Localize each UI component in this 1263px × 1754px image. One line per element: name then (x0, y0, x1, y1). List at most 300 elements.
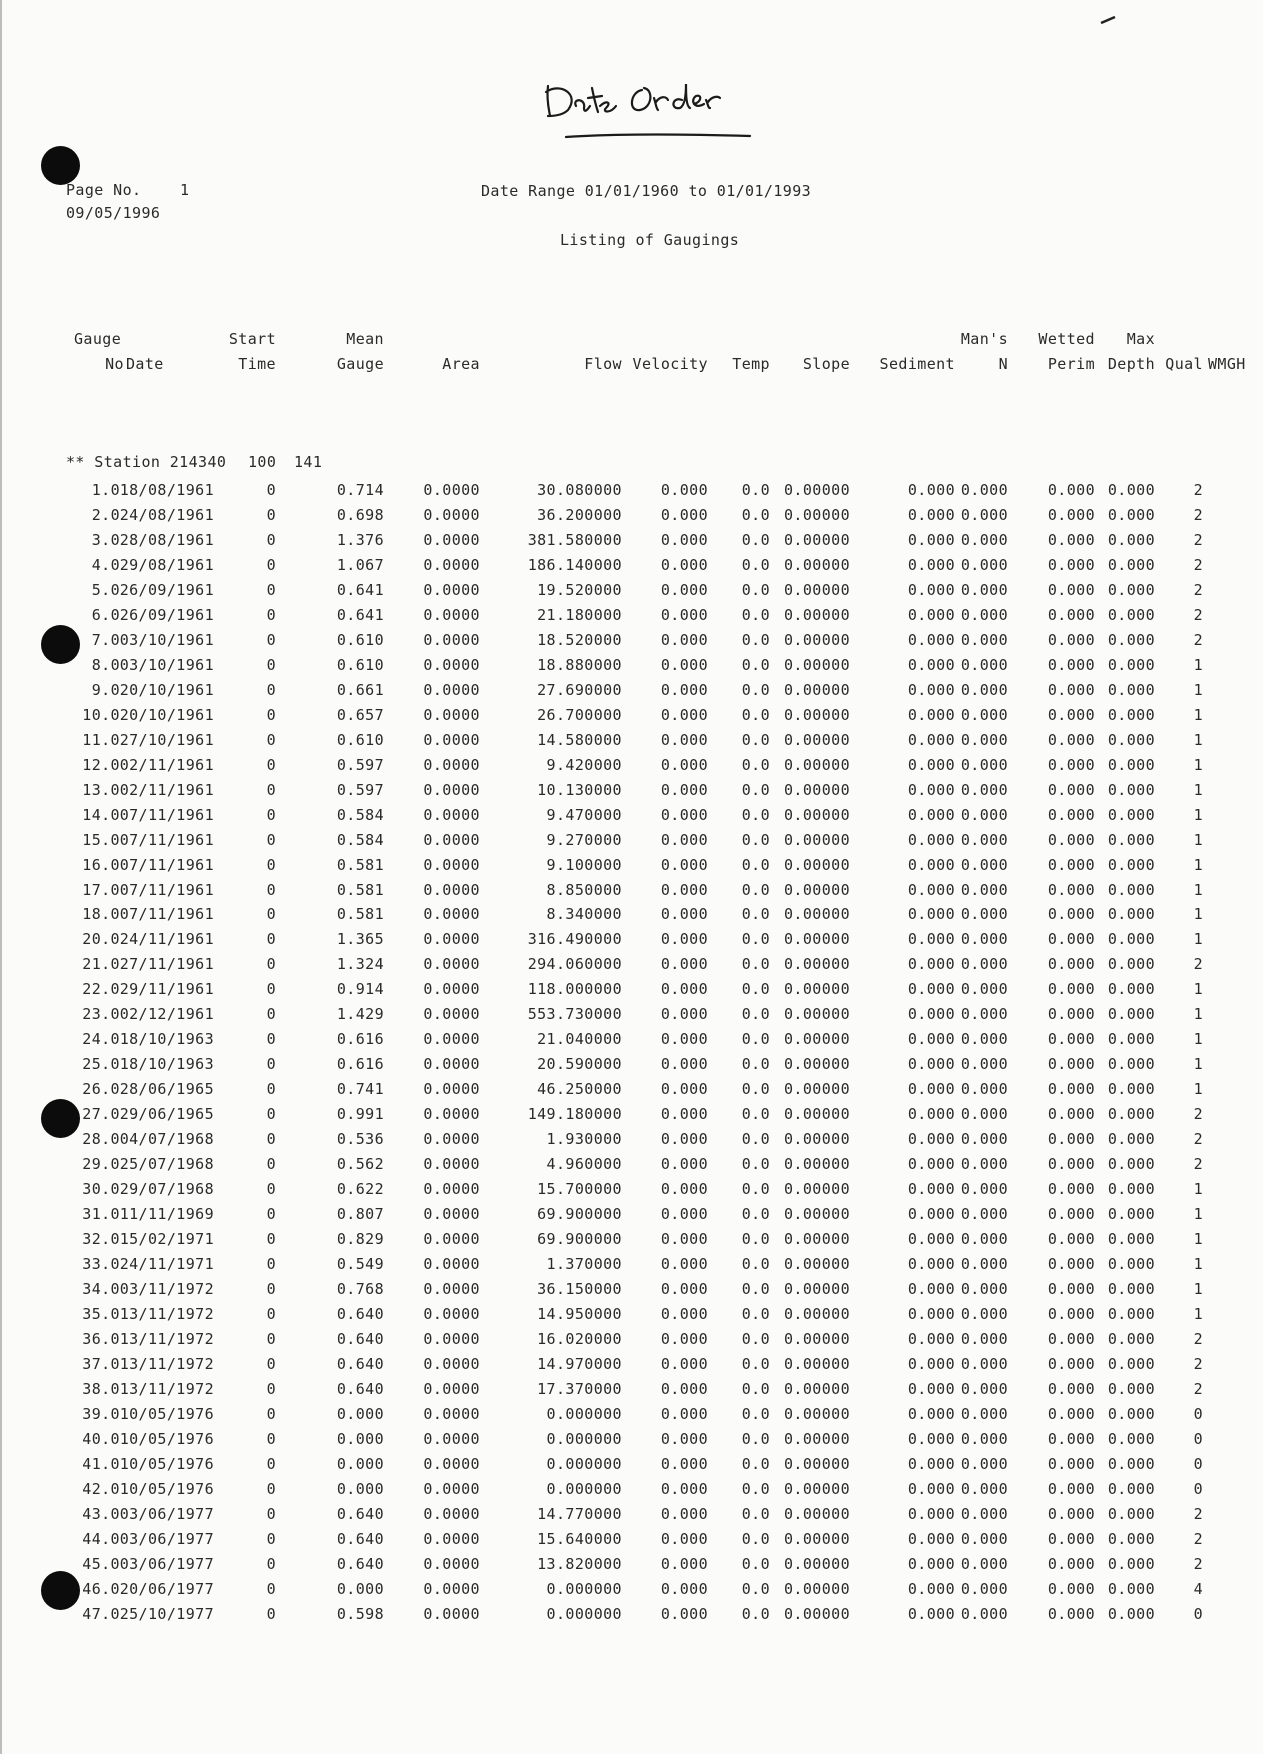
cell-start_time: 0 (266, 1180, 276, 1199)
cell-wetted_perim: 0.000 (1047, 1055, 1095, 1074)
cell-mans_n: 0.000 (960, 1404, 1008, 1423)
cell-mans_n: 0.000 (960, 930, 1008, 949)
cell-max_depth: 0.000 (1107, 505, 1155, 524)
cell-mans_n: 0.000 (960, 880, 1008, 899)
cell-max_depth: 0.000 (1107, 905, 1155, 924)
cell-sediment: 0.000 (907, 1454, 955, 1473)
cell-start_time: 0 (266, 1205, 276, 1224)
cell-flow: 69.900000 (537, 1230, 622, 1249)
cell-area: 0.0000 (423, 1404, 480, 1423)
handwritten-title (540, 76, 770, 156)
cell-qual: 1 (1193, 1255, 1203, 1274)
cell-flow: 0.000000 (546, 1579, 622, 1598)
cell-wetted_perim: 0.000 (1047, 1230, 1095, 1249)
cell-area: 0.0000 (423, 1429, 480, 1448)
cell-flow: 69.900000 (537, 1205, 622, 1224)
cell-date: 03/10/1961 (119, 655, 214, 674)
cell-velocity: 0.000 (660, 605, 708, 624)
cell-flow: 9.270000 (546, 830, 622, 849)
cell-max_depth: 0.000 (1107, 1554, 1155, 1573)
cell-flow: 17.370000 (537, 1379, 622, 1398)
header-depth: Depth (1107, 355, 1155, 373)
cell-qual: 0 (1193, 1429, 1203, 1448)
cell-start_time: 0 (266, 530, 276, 549)
cell-date: 29/06/1965 (119, 1105, 214, 1124)
cell-mans_n: 0.000 (960, 730, 1008, 749)
cell-start_time: 0 (266, 880, 276, 899)
cell-temp: 0.0 (741, 530, 770, 549)
cell-wetted_perim: 0.000 (1047, 580, 1095, 599)
cell-mean_gauge: 0.991 (336, 1105, 384, 1124)
cell-slope: 0.00000 (783, 955, 850, 974)
cell-max_depth: 0.000 (1107, 1479, 1155, 1498)
cell-date: 20/10/1961 (119, 680, 214, 699)
cell-date: 20/06/1977 (119, 1579, 214, 1598)
cell-start_time: 0 (266, 955, 276, 974)
table-row (0, 1205, 1263, 1230)
cell-mean_gauge: 0.640 (336, 1305, 384, 1323)
cell-velocity: 0.000 (660, 1379, 708, 1398)
cell-velocity: 0.000 (660, 1604, 708, 1623)
cell-sediment: 0.000 (907, 805, 955, 824)
table-row (0, 1005, 1263, 1030)
cell-qual: 2 (1193, 580, 1203, 599)
station-value-b: 141 (294, 453, 323, 471)
cell-area: 0.0000 (423, 1030, 480, 1049)
cell-sediment: 0.000 (907, 705, 955, 724)
cell-mean_gauge: 0.000 (336, 1429, 384, 1448)
cell-flow: 186.140000 (527, 555, 622, 574)
cell-slope: 0.00000 (783, 880, 850, 899)
cell-gauge_no: 15.0 (82, 830, 120, 849)
header-time: Time (238, 355, 276, 373)
cell-area: 0.0000 (423, 930, 480, 949)
header-sediment: Sediment (879, 355, 955, 373)
cell-date: 02/11/1961 (119, 780, 214, 799)
cell-mans_n: 0.000 (960, 1280, 1008, 1299)
table-row (0, 1255, 1263, 1280)
cell-max_depth: 0.000 (1107, 755, 1155, 774)
cell-temp: 0.0 (741, 830, 770, 849)
cell-slope: 0.00000 (783, 1005, 850, 1024)
cell-gauge_no: 18.0 (82, 905, 120, 924)
cell-mean_gauge: 0.581 (336, 880, 384, 899)
cell-mean_gauge: 1.324 (336, 955, 384, 974)
cell-mean_gauge: 0.641 (336, 605, 384, 624)
cell-mans_n: 0.000 (960, 1155, 1008, 1174)
header-velocity: Velocity (632, 355, 708, 373)
cell-wetted_perim: 0.000 (1047, 1155, 1095, 1174)
cell-mans_n: 0.000 (960, 630, 1008, 649)
cell-wetted_perim: 0.000 (1047, 505, 1095, 524)
cell-flow: 0.000000 (546, 1429, 622, 1448)
cell-mean_gauge: 0.914 (336, 980, 384, 999)
cell-max_depth: 0.000 (1107, 780, 1155, 799)
cell-mean_gauge: 0.640 (336, 1529, 384, 1548)
cell-mean_gauge: 1.067 (336, 555, 384, 574)
report-title: Listing of Gaugings (560, 231, 740, 249)
cell-gauge_no: 36.0 (82, 1329, 120, 1348)
cell-area: 0.0000 (423, 1529, 480, 1548)
cell-velocity: 0.000 (660, 1255, 708, 1274)
cell-velocity: 0.000 (660, 655, 708, 674)
header-qual: Qual (1165, 355, 1203, 373)
cell-wetted_perim: 0.000 (1047, 730, 1095, 749)
cell-sediment: 0.000 (907, 1479, 955, 1498)
cell-slope: 0.00000 (783, 1030, 850, 1049)
cell-temp: 0.0 (741, 1305, 770, 1323)
cell-slope: 0.00000 (783, 1205, 850, 1224)
table-row (0, 955, 1263, 980)
cell-date: 26/09/1961 (119, 605, 214, 624)
table-row (0, 1280, 1263, 1305)
cell-slope: 0.00000 (783, 1404, 850, 1423)
cell-temp: 0.0 (741, 1205, 770, 1224)
cell-wetted_perim: 0.000 (1047, 655, 1095, 674)
table-row (0, 506, 1263, 531)
cell-area: 0.0000 (423, 580, 480, 599)
table-row (0, 1505, 1263, 1530)
table-row (0, 1430, 1263, 1455)
cell-temp: 0.0 (741, 955, 770, 974)
cell-start_time: 0 (266, 830, 276, 849)
cell-slope: 0.00000 (783, 1479, 850, 1498)
cell-velocity: 0.000 (660, 1180, 708, 1199)
cell-wetted_perim: 0.000 (1047, 1205, 1095, 1224)
cell-mans_n: 0.000 (960, 530, 1008, 549)
cell-mans_n: 0.000 (960, 705, 1008, 724)
cell-temp: 0.0 (741, 580, 770, 599)
cell-temp: 0.0 (741, 755, 770, 774)
cell-mans_n: 0.000 (960, 481, 1008, 499)
cell-area: 0.0000 (423, 630, 480, 649)
cell-max_depth: 0.000 (1107, 830, 1155, 849)
cell-sediment: 0.000 (907, 630, 955, 649)
cell-sediment: 0.000 (907, 1305, 955, 1323)
cell-gauge_no: 2.0 (91, 505, 120, 524)
cell-max_depth: 0.000 (1107, 580, 1155, 599)
cell-temp: 0.0 (741, 1529, 770, 1548)
cell-gauge_no: 21.0 (82, 955, 120, 974)
cell-max_depth: 0.000 (1107, 655, 1155, 674)
cell-slope: 0.00000 (783, 1080, 850, 1099)
cell-qual: 1 (1193, 680, 1203, 699)
cell-area: 0.0000 (423, 1180, 480, 1199)
cell-max_depth: 0.000 (1107, 730, 1155, 749)
cell-sediment: 0.000 (907, 830, 955, 849)
cell-qual: 1 (1193, 780, 1203, 799)
cell-sediment: 0.000 (907, 755, 955, 774)
cell-slope: 0.00000 (783, 805, 850, 824)
cell-wetted_perim: 0.000 (1047, 1354, 1095, 1373)
cell-area: 0.0000 (423, 530, 480, 549)
cell-mans_n: 0.000 (960, 755, 1008, 774)
date-range: Date Range 01/01/1960 to 01/01/1993 (481, 182, 812, 200)
cell-sediment: 0.000 (907, 1080, 955, 1099)
cell-mean_gauge: 0.000 (336, 1479, 384, 1498)
cell-mans_n: 0.000 (960, 1055, 1008, 1074)
cell-gauge_no: 38.0 (82, 1379, 120, 1398)
cell-wetted_perim: 0.000 (1047, 1030, 1095, 1049)
cell-date: 10/05/1976 (119, 1429, 214, 1448)
cell-wetted_perim: 0.000 (1047, 980, 1095, 999)
cell-start_time: 0 (266, 1105, 276, 1124)
cell-temp: 0.0 (741, 930, 770, 949)
cell-area: 0.0000 (423, 905, 480, 924)
cell-mean_gauge: 0.657 (336, 705, 384, 724)
cell-date: 02/11/1961 (119, 755, 214, 774)
cell-start_time: 0 (266, 505, 276, 524)
cell-qual: 1 (1193, 730, 1203, 749)
table-row (0, 930, 1263, 955)
cell-wetted_perim: 0.000 (1047, 755, 1095, 774)
cell-wetted_perim: 0.000 (1047, 555, 1095, 574)
cell-wetted_perim: 0.000 (1047, 605, 1095, 624)
table-row (0, 831, 1263, 856)
table-row (0, 1155, 1263, 1180)
cell-gauge_no: 17.0 (82, 880, 120, 899)
cell-velocity: 0.000 (660, 1479, 708, 1498)
cell-slope: 0.00000 (783, 481, 850, 499)
cell-temp: 0.0 (741, 1379, 770, 1398)
cell-velocity: 0.000 (660, 1230, 708, 1249)
cell-slope: 0.00000 (783, 905, 850, 924)
cell-temp: 0.0 (741, 1504, 770, 1523)
cell-date: 18/10/1963 (119, 1055, 214, 1074)
cell-slope: 0.00000 (783, 580, 850, 599)
cell-qual: 2 (1193, 1130, 1203, 1149)
cell-area: 0.0000 (423, 1554, 480, 1573)
cell-sediment: 0.000 (907, 530, 955, 549)
cell-start_time: 0 (266, 1005, 276, 1024)
cell-slope: 0.00000 (783, 655, 850, 674)
cell-mean_gauge: 0.598 (336, 1604, 384, 1623)
cell-area: 0.0000 (423, 755, 480, 774)
cell-slope: 0.00000 (783, 780, 850, 799)
cell-gauge_no: 30.0 (82, 1180, 120, 1199)
table-row (0, 1180, 1263, 1205)
cell-flow: 9.100000 (546, 855, 622, 874)
cell-velocity: 0.000 (660, 1105, 708, 1124)
header-temp: Temp (732, 355, 770, 373)
cell-flow: 1.930000 (546, 1130, 622, 1149)
cell-mans_n: 0.000 (960, 1504, 1008, 1523)
cell-temp: 0.0 (741, 1479, 770, 1498)
cell-slope: 0.00000 (783, 705, 850, 724)
cell-temp: 0.0 (741, 1554, 770, 1573)
cell-mans_n: 0.000 (960, 680, 1008, 699)
cell-temp: 0.0 (741, 1604, 770, 1623)
cell-date: 11/11/1969 (119, 1205, 214, 1224)
cell-wetted_perim: 0.000 (1047, 1105, 1095, 1124)
cell-velocity: 0.000 (660, 1579, 708, 1598)
cell-wetted_perim: 0.000 (1047, 905, 1095, 924)
cell-date: 20/10/1961 (119, 705, 214, 724)
cell-velocity: 0.000 (660, 855, 708, 874)
cell-date: 28/08/1961 (119, 530, 214, 549)
cell-start_time: 0 (266, 1479, 276, 1498)
cell-wetted_perim: 0.000 (1047, 1579, 1095, 1598)
table-row (0, 756, 1263, 781)
cell-qual: 1 (1193, 1205, 1203, 1224)
cell-wetted_perim: 0.000 (1047, 530, 1095, 549)
cell-area: 0.0000 (423, 1230, 480, 1249)
cell-flow: 10.130000 (537, 780, 622, 799)
cell-mans_n: 0.000 (960, 1379, 1008, 1398)
cell-mean_gauge: 0.640 (336, 1329, 384, 1348)
table-row (0, 1055, 1263, 1080)
cell-max_depth: 0.000 (1107, 1280, 1155, 1299)
header-max: Max (1126, 330, 1155, 348)
cell-date: 29/07/1968 (119, 1180, 214, 1199)
cell-area: 0.0000 (423, 555, 480, 574)
cell-gauge_no: 34.0 (82, 1280, 120, 1299)
cell-slope: 0.00000 (783, 1554, 850, 1573)
cell-gauge_no: 14.0 (82, 805, 120, 824)
cell-temp: 0.0 (741, 1579, 770, 1598)
cell-qual: 1 (1193, 1005, 1203, 1024)
cell-temp: 0.0 (741, 1329, 770, 1348)
cell-flow: 16.020000 (537, 1329, 622, 1348)
cell-start_time: 0 (266, 1454, 276, 1473)
cell-slope: 0.00000 (783, 1454, 850, 1473)
cell-velocity: 0.000 (660, 830, 708, 849)
cell-area: 0.0000 (423, 655, 480, 674)
cell-qual: 2 (1193, 1329, 1203, 1348)
cell-temp: 0.0 (741, 730, 770, 749)
cell-wetted_perim: 0.000 (1047, 1005, 1095, 1024)
station-label: ** Station 214340 (66, 453, 227, 471)
cell-mans_n: 0.000 (960, 1305, 1008, 1323)
cell-gauge_no: 47.0 (82, 1604, 120, 1623)
cell-area: 0.0000 (423, 780, 480, 799)
cell-velocity: 0.000 (660, 1205, 708, 1224)
header-no: No (105, 355, 124, 373)
cell-max_depth: 0.000 (1107, 680, 1155, 699)
cell-sediment: 0.000 (907, 855, 955, 874)
header-start: Start (228, 330, 276, 348)
cell-max_depth: 0.000 (1107, 1504, 1155, 1523)
cell-slope: 0.00000 (783, 1180, 850, 1199)
cell-qual: 4 (1193, 1579, 1203, 1598)
cell-qual: 2 (1193, 1379, 1203, 1398)
cell-gauge_no: 31.0 (82, 1205, 120, 1224)
cell-area: 0.0000 (423, 1479, 480, 1498)
table-row (0, 1580, 1263, 1605)
cell-sediment: 0.000 (907, 1180, 955, 1199)
cell-start_time: 0 (266, 605, 276, 624)
cell-mean_gauge: 1.429 (336, 1005, 384, 1024)
cell-wetted_perim: 0.000 (1047, 630, 1095, 649)
cell-gauge_no: 12.0 (82, 755, 120, 774)
cell-mans_n: 0.000 (960, 1329, 1008, 1348)
cell-slope: 0.00000 (783, 1130, 850, 1149)
cell-sediment: 0.000 (907, 1329, 955, 1348)
cell-slope: 0.00000 (783, 1379, 850, 1398)
cell-area: 0.0000 (423, 955, 480, 974)
cell-area: 0.0000 (423, 1454, 480, 1473)
cell-date: 13/11/1972 (119, 1379, 214, 1398)
cell-date: 29/11/1961 (119, 980, 214, 999)
cell-area: 0.0000 (423, 1005, 480, 1024)
cell-velocity: 0.000 (660, 1080, 708, 1099)
cell-flow: 18.520000 (537, 630, 622, 649)
cell-sediment: 0.000 (907, 1230, 955, 1249)
cell-qual: 1 (1193, 1180, 1203, 1199)
cell-start_time: 0 (266, 1579, 276, 1598)
cell-mean_gauge: 0.610 (336, 655, 384, 674)
cell-temp: 0.0 (741, 1255, 770, 1274)
cell-wetted_perim: 0.000 (1047, 1280, 1095, 1299)
cell-slope: 0.00000 (783, 930, 850, 949)
cell-wetted_perim: 0.000 (1047, 481, 1095, 499)
cell-sediment: 0.000 (907, 1604, 955, 1623)
cell-flow: 14.950000 (537, 1305, 622, 1323)
cell-qual: 2 (1193, 530, 1203, 549)
cell-mans_n: 0.000 (960, 1005, 1008, 1024)
cell-start_time: 0 (266, 855, 276, 874)
cell-max_depth: 0.000 (1107, 805, 1155, 824)
cell-mean_gauge: 0.549 (336, 1255, 384, 1274)
cell-temp: 0.0 (741, 855, 770, 874)
cell-flow: 149.180000 (527, 1105, 622, 1124)
cell-sediment: 0.000 (907, 555, 955, 574)
cell-slope: 0.00000 (783, 1429, 850, 1448)
cell-wetted_perim: 0.000 (1047, 1255, 1095, 1274)
cell-max_depth: 0.000 (1107, 1354, 1155, 1373)
cell-mans_n: 0.000 (960, 655, 1008, 674)
cell-gauge_no: 39.0 (82, 1404, 120, 1423)
cell-flow: 27.690000 (537, 680, 622, 699)
cell-gauge_no: 37.0 (82, 1354, 120, 1373)
cell-slope: 0.00000 (783, 1579, 850, 1598)
cell-wetted_perim: 0.000 (1047, 1604, 1095, 1623)
cell-sediment: 0.000 (907, 1205, 955, 1224)
cell-max_depth: 0.000 (1107, 955, 1155, 974)
cell-sediment: 0.000 (907, 1504, 955, 1523)
cell-mean_gauge: 0.807 (336, 1205, 384, 1224)
cell-mans_n: 0.000 (960, 1454, 1008, 1473)
header-slope: Slope (802, 355, 850, 373)
cell-date: 26/09/1961 (119, 580, 214, 599)
cell-mans_n: 0.000 (960, 1604, 1008, 1623)
cell-area: 0.0000 (423, 1155, 480, 1174)
cell-mean_gauge: 0.661 (336, 680, 384, 699)
table-row (0, 1030, 1263, 1055)
cell-flow: 4.960000 (546, 1155, 622, 1174)
cell-slope: 0.00000 (783, 1504, 850, 1523)
cell-gauge_no: 25.0 (82, 1055, 120, 1074)
cell-max_depth: 0.000 (1107, 1529, 1155, 1548)
cell-max_depth: 0.000 (1107, 1255, 1155, 1274)
cell-temp: 0.0 (741, 655, 770, 674)
cell-temp: 0.0 (741, 880, 770, 899)
cell-mean_gauge: 0.610 (336, 630, 384, 649)
cell-mean_gauge: 1.365 (336, 930, 384, 949)
header-gauge-2: Gauge (336, 355, 384, 373)
cell-velocity: 0.000 (660, 1030, 708, 1049)
cell-sediment: 0.000 (907, 880, 955, 899)
cell-mean_gauge: 0.597 (336, 755, 384, 774)
cell-max_depth: 0.000 (1107, 530, 1155, 549)
cell-qual: 2 (1193, 605, 1203, 624)
table-row (0, 531, 1263, 556)
cell-velocity: 0.000 (660, 1504, 708, 1523)
cell-mans_n: 0.000 (960, 1479, 1008, 1498)
table-row (0, 656, 1263, 681)
cell-mean_gauge: 0.698 (336, 505, 384, 524)
cell-qual: 1 (1193, 980, 1203, 999)
